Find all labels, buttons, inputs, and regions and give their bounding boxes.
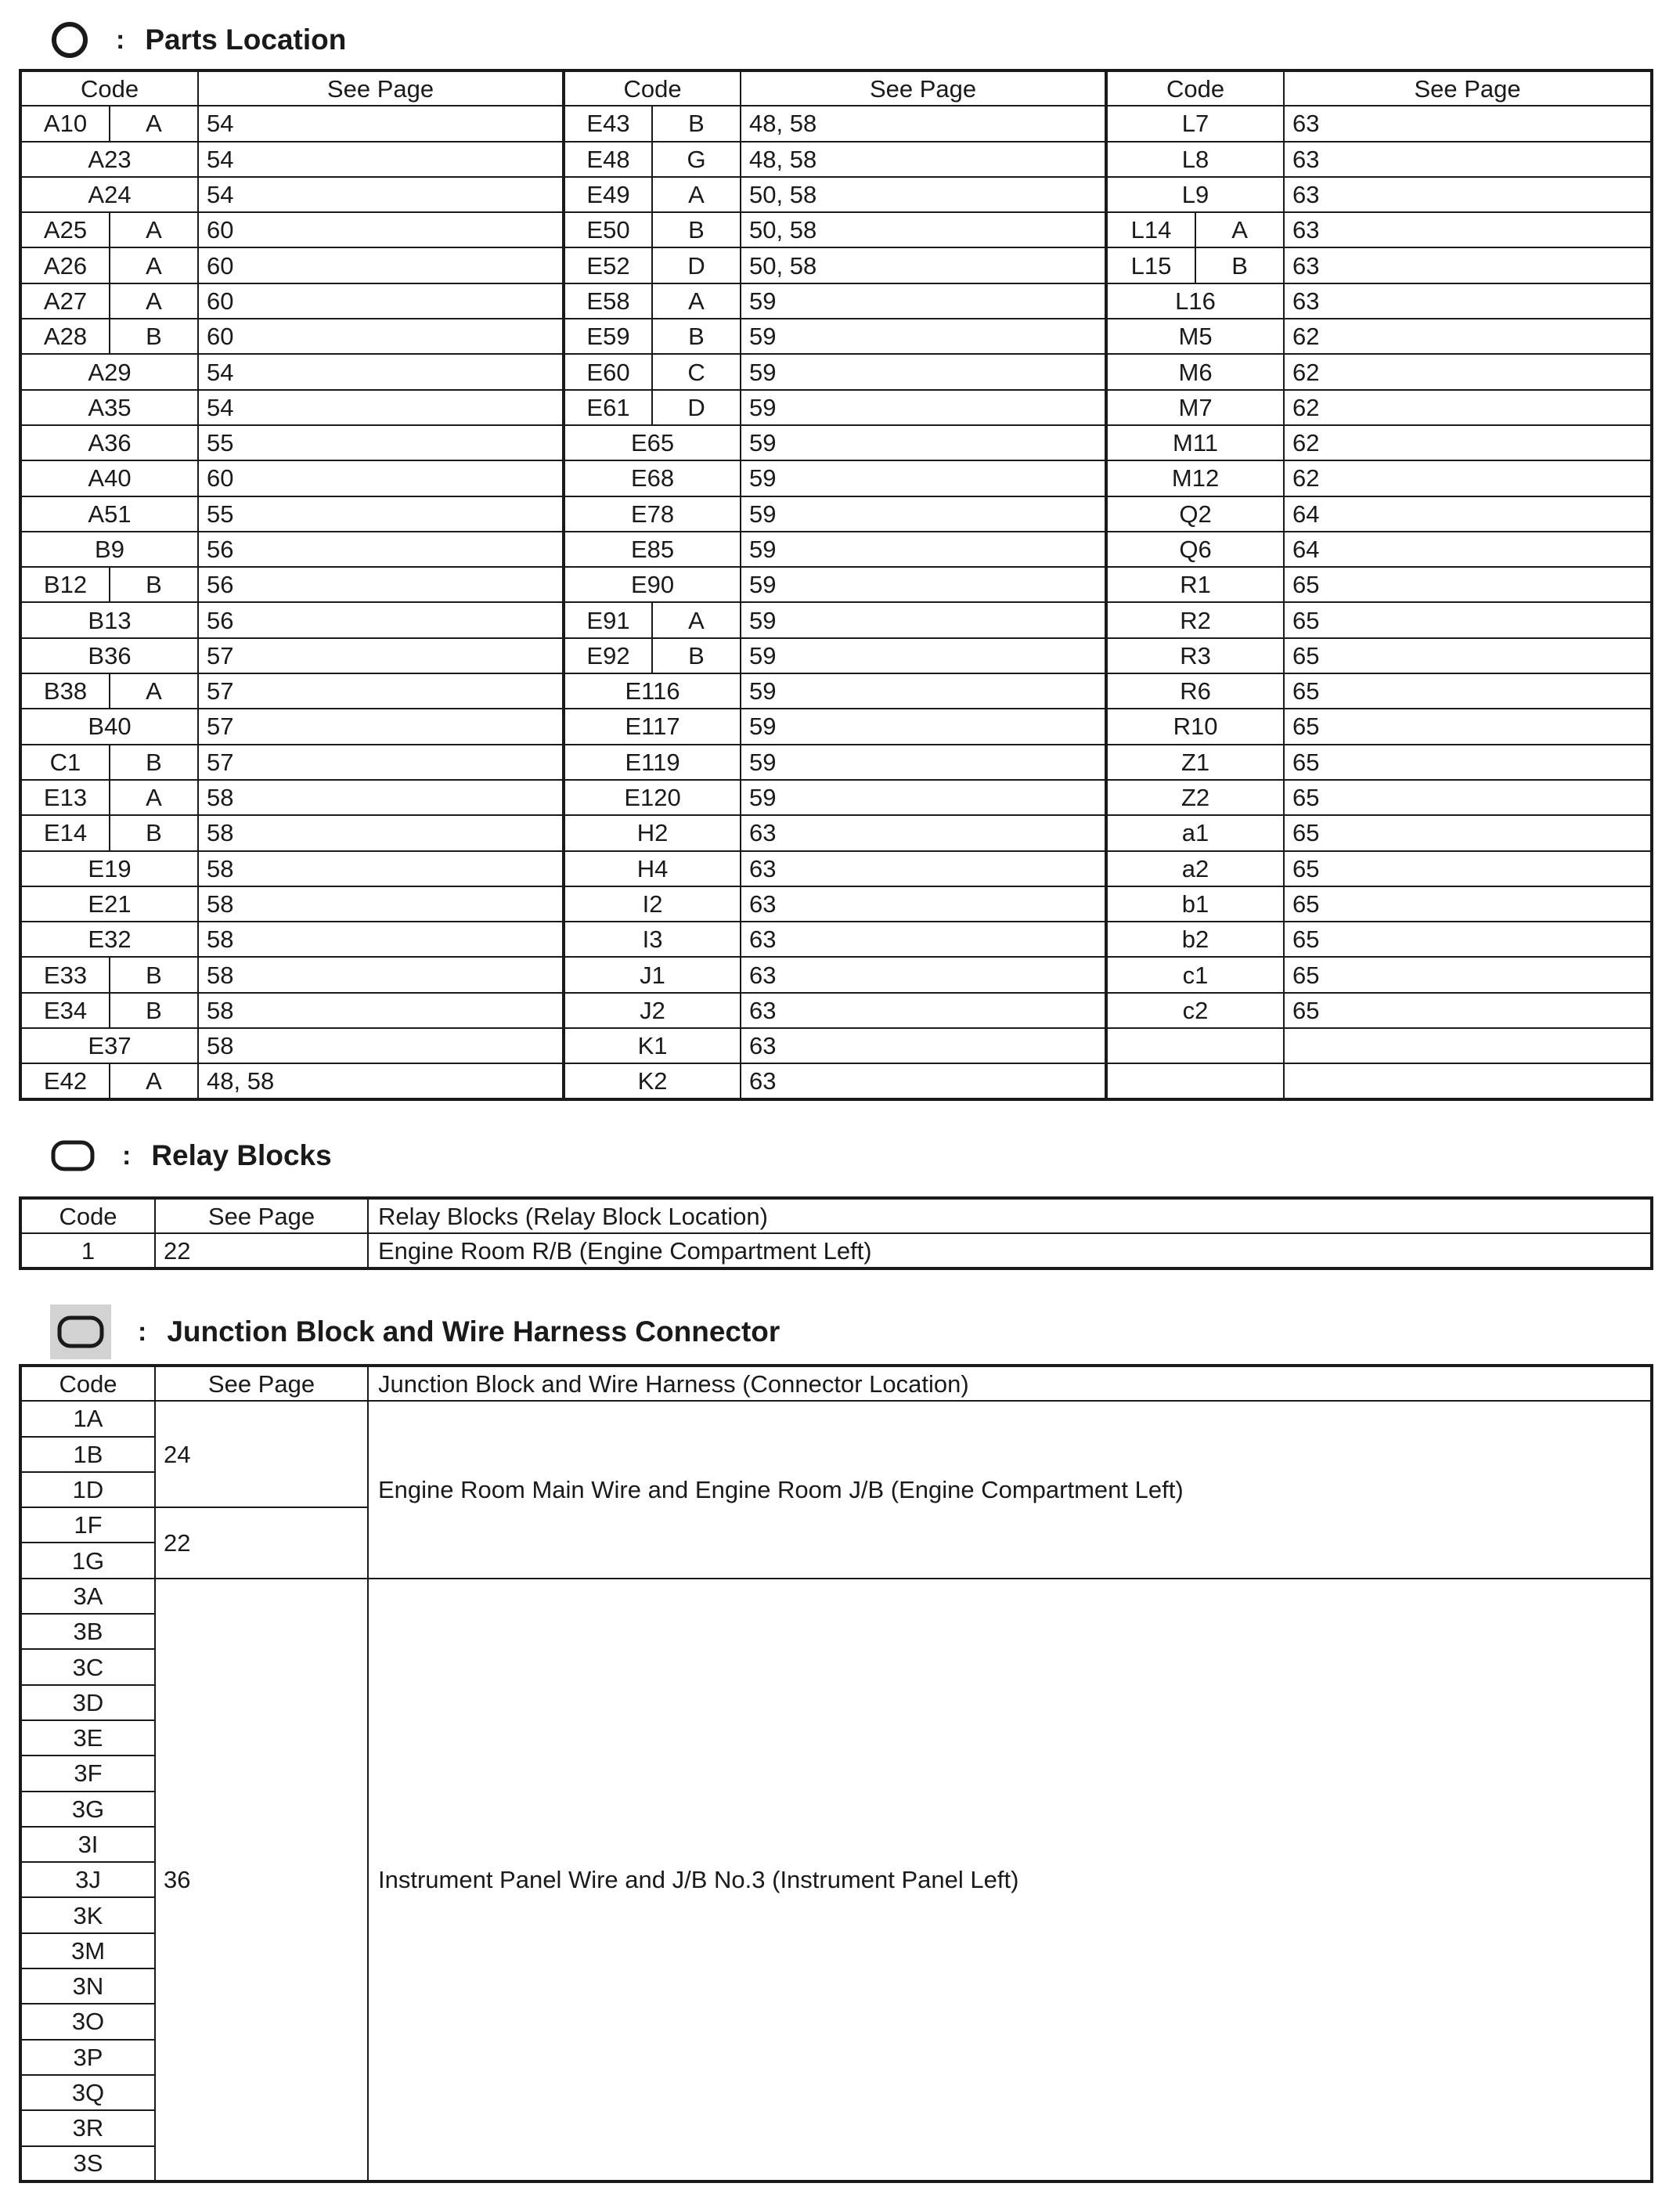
connector-code: 3K: [20, 1897, 155, 1932]
part-see-page: [1284, 1063, 1652, 1099]
part-see-page: 59: [741, 567, 1106, 602]
table-row: [20, 709, 1652, 744]
part-see-page: 56: [198, 532, 564, 567]
part-see-page: 63: [741, 957, 1106, 992]
part-code-variant: C: [652, 354, 741, 389]
code-header: Code: [20, 70, 198, 106]
part-code: E21: [20, 886, 198, 922]
part-see-page: 59: [741, 283, 1106, 319]
connector-code: 3O: [20, 2004, 155, 2039]
part-see-page: 59: [741, 390, 1106, 425]
part-see-page: 65: [1284, 638, 1652, 673]
see-page-header: See Page: [198, 70, 564, 106]
part-code: I3: [564, 922, 741, 957]
table-row: [20, 745, 1652, 780]
part-see-page: 62: [1284, 354, 1652, 389]
part-code: A24: [20, 177, 198, 212]
part-code: L16: [1106, 283, 1284, 319]
part-code: M11: [1106, 425, 1284, 460]
part-code-variant: B: [110, 993, 198, 1028]
part-code: c1: [1106, 957, 1284, 992]
part-code: M5: [1106, 319, 1284, 354]
part-code: E49: [564, 177, 652, 212]
rounded-rect-symbol-icon: [50, 1138, 96, 1173]
part-code: A10: [20, 106, 110, 141]
relay-page: 22: [155, 1233, 368, 1268]
part-code: K1: [564, 1028, 741, 1063]
part-code: B36: [20, 638, 198, 673]
see-page-header: See Page: [155, 1366, 368, 1401]
table-row: [20, 106, 1652, 141]
location-header: Relay Blocks (Relay Block Location): [368, 1198, 1652, 1233]
part-code: B13: [20, 602, 198, 637]
part-code: E43: [564, 106, 652, 141]
part-code: E119: [564, 745, 741, 780]
part-code-variant: A: [652, 283, 741, 319]
part-see-page: 57: [198, 638, 564, 673]
connector-code: 3Q: [20, 2075, 155, 2110]
part-code-variant: D: [652, 390, 741, 425]
code-header: Code: [20, 1366, 155, 1401]
part-code: E120: [564, 780, 741, 815]
part-see-page: 65: [1284, 957, 1652, 992]
part-see-page: 65: [1284, 922, 1652, 957]
part-code-variant: A: [1195, 212, 1284, 247]
part-see-page: 62: [1284, 460, 1652, 496]
part-code-variant: B: [110, 745, 198, 780]
part-code-variant: B: [110, 567, 198, 602]
table-row: [20, 460, 1652, 496]
part-see-page: 59: [741, 638, 1106, 673]
part-code: I2: [564, 886, 741, 922]
part-code: c2: [1106, 993, 1284, 1028]
part-see-page: 63: [741, 851, 1106, 886]
part-code: [1106, 1063, 1284, 1099]
part-see-page: 59: [741, 745, 1106, 780]
part-code-variant: A: [652, 602, 741, 637]
location-header: Junction Block and Wire Harness (Connector Location): [368, 1366, 1652, 1401]
part-see-page: 59: [741, 709, 1106, 744]
table-row: [20, 780, 1652, 815]
part-see-page: 48, 58: [198, 1063, 564, 1099]
part-code: E90: [564, 567, 741, 602]
part-see-page: 57: [198, 745, 564, 780]
part-see-page: 50, 58: [741, 247, 1106, 283]
table-row: [20, 602, 1652, 637]
table-row: [20, 993, 1652, 1028]
part-see-page: 65: [1284, 886, 1652, 922]
part-code-variant: B: [110, 319, 198, 354]
part-code: M6: [1106, 354, 1284, 389]
part-code: E37: [20, 1028, 198, 1063]
junction-block-table: [19, 1364, 1653, 2183]
see-page-header: See Page: [1284, 70, 1652, 106]
part-code: Z2: [1106, 780, 1284, 815]
see-page-header: See Page: [741, 70, 1106, 106]
part-code: A35: [20, 390, 198, 425]
part-code: A28: [20, 319, 110, 354]
part-see-page: 58: [198, 815, 564, 850]
table-row: [20, 247, 1652, 283]
relay-blocks-table: [19, 1196, 1653, 1270]
part-code: Z1: [1106, 745, 1284, 780]
table-row: [20, 390, 1652, 425]
part-see-page: 65: [1284, 602, 1652, 637]
part-code-variant: G: [652, 142, 741, 177]
section-title: Junction Block and Wire Harness Connector: [167, 1315, 780, 1348]
part-see-page: 63: [741, 922, 1106, 957]
table-row: [20, 1028, 1652, 1063]
table-row: [20, 673, 1652, 709]
code-header: Code: [1106, 70, 1284, 106]
connector-location: Instrument Panel Wire and J/B No.3 (Instrument Panel Left): [368, 1579, 1652, 2181]
part-see-page: 50, 58: [741, 212, 1106, 247]
part-see-page: 59: [741, 673, 1106, 709]
table-row: [20, 177, 1652, 212]
part-see-page: 58: [198, 957, 564, 992]
heading-colon: :: [122, 1140, 132, 1171]
part-code: H2: [564, 815, 741, 850]
part-see-page: 65: [1284, 745, 1652, 780]
connector-see-page: 22: [155, 1507, 368, 1579]
connector-code: 3M: [20, 1933, 155, 1968]
part-see-page: 63: [1284, 247, 1652, 283]
part-code: B40: [20, 709, 198, 744]
part-see-page: 54: [198, 177, 564, 212]
part-code-variant: B: [652, 319, 741, 354]
part-code-variant: B: [110, 957, 198, 992]
part-code: E19: [20, 851, 198, 886]
part-code-variant: A: [110, 283, 198, 319]
part-see-page: 59: [741, 780, 1106, 815]
part-code-variant: A: [110, 780, 198, 815]
table-row: [20, 496, 1652, 532]
part-code-variant: B: [652, 106, 741, 141]
part-see-page: 58: [198, 1028, 564, 1063]
part-code: R10: [1106, 709, 1284, 744]
part-see-page: 59: [741, 319, 1106, 354]
connector-code: 1D: [20, 1472, 155, 1507]
part-code: B12: [20, 567, 110, 602]
connector-code: 3A: [20, 1579, 155, 1614]
table-row: [20, 142, 1652, 177]
part-code: A26: [20, 247, 110, 283]
part-code: M7: [1106, 390, 1284, 425]
part-see-page: 63: [741, 993, 1106, 1028]
part-code: E42: [20, 1063, 110, 1099]
part-code: E85: [564, 532, 741, 567]
shaded-rounded-rect-symbol-icon: [50, 1304, 111, 1359]
part-see-page: 54: [198, 106, 564, 141]
table-header-row: [20, 1198, 1652, 1233]
table-row: [20, 922, 1652, 957]
connector-see-page: 24: [155, 1401, 368, 1507]
part-see-page: 57: [198, 709, 564, 744]
part-code-variant: A: [652, 177, 741, 212]
relay-code: 1: [20, 1233, 155, 1268]
part-see-page: 63: [1284, 142, 1652, 177]
heading-colon: :: [116, 24, 125, 55]
table-row: [20, 815, 1652, 850]
table-row: [20, 886, 1652, 922]
see-page-header: See Page: [155, 1198, 368, 1233]
part-see-page: 57: [198, 673, 564, 709]
part-code: J2: [564, 993, 741, 1028]
part-see-page: 54: [198, 390, 564, 425]
table-row: [20, 957, 1652, 992]
parts-location-heading: [50, 20, 346, 60]
part-see-page: 59: [741, 496, 1106, 532]
table-row: [20, 1579, 1652, 1614]
connector-see-page: 36: [155, 1579, 368, 2181]
part-see-page: 63: [741, 815, 1106, 850]
part-see-page: 63: [741, 1063, 1106, 1099]
part-code: M12: [1106, 460, 1284, 496]
table-row: [20, 567, 1652, 602]
part-see-page: 65: [1284, 567, 1652, 602]
circle-symbol-icon: [50, 20, 89, 60]
part-see-page: 65: [1284, 993, 1652, 1028]
part-code: E59: [564, 319, 652, 354]
part-code: A25: [20, 212, 110, 247]
part-code: A51: [20, 496, 198, 532]
table-header-row: [20, 1366, 1652, 1401]
table-row: [20, 212, 1652, 247]
part-code-variant: A: [110, 673, 198, 709]
part-code: J1: [564, 957, 741, 992]
connector-code: 3N: [20, 1968, 155, 2004]
table-row: [20, 1233, 1652, 1268]
connector-code: 3P: [20, 2040, 155, 2075]
part-code: R3: [1106, 638, 1284, 673]
heading-colon: :: [138, 1316, 147, 1347]
part-code: A27: [20, 283, 110, 319]
part-see-page: 60: [198, 247, 564, 283]
part-see-page: 60: [198, 283, 564, 319]
part-see-page: 58: [198, 922, 564, 957]
part-see-page: 65: [1284, 851, 1652, 886]
part-see-page: 63: [1284, 106, 1652, 141]
part-see-page: 63: [1284, 212, 1652, 247]
code-header: Code: [20, 1198, 155, 1233]
part-see-page: 60: [198, 212, 564, 247]
part-code: E33: [20, 957, 110, 992]
part-see-page: 59: [741, 532, 1106, 567]
part-see-page: 60: [198, 319, 564, 354]
junction-block-heading: [50, 1304, 780, 1359]
part-code: Q2: [1106, 496, 1284, 532]
part-code-variant: B: [652, 638, 741, 673]
part-see-page: 58: [198, 886, 564, 922]
part-see-page: 50, 58: [741, 177, 1106, 212]
part-see-page: 59: [741, 460, 1106, 496]
part-code: E60: [564, 354, 652, 389]
part-see-page: 59: [741, 425, 1106, 460]
part-see-page: 56: [198, 602, 564, 637]
part-code: A36: [20, 425, 198, 460]
part-code: E65: [564, 425, 741, 460]
part-code: A40: [20, 460, 198, 496]
part-code: E91: [564, 602, 652, 637]
part-see-page: [1284, 1028, 1652, 1063]
part-code: H4: [564, 851, 741, 886]
connector-code: 3F: [20, 1756, 155, 1791]
part-see-page: 62: [1284, 425, 1652, 460]
part-code: B9: [20, 532, 198, 567]
part-code: E92: [564, 638, 652, 673]
part-code: E48: [564, 142, 652, 177]
part-code: E13: [20, 780, 110, 815]
connector-code: 3C: [20, 1649, 155, 1684]
part-see-page: 65: [1284, 673, 1652, 709]
part-see-page: 55: [198, 425, 564, 460]
part-see-page: 63: [1284, 177, 1652, 212]
connector-code: 1A: [20, 1401, 155, 1436]
part-code: K2: [564, 1063, 741, 1099]
part-code-variant: A: [110, 247, 198, 283]
section-title: Relay Blocks: [151, 1139, 332, 1171]
part-see-page: 58: [198, 993, 564, 1028]
part-code: E50: [564, 212, 652, 247]
part-see-page: 64: [1284, 496, 1652, 532]
table-row: [20, 319, 1652, 354]
table-header-row: [20, 70, 1652, 106]
part-see-page: 56: [198, 567, 564, 602]
part-code: L14: [1106, 212, 1195, 247]
table-row: [20, 1063, 1652, 1099]
part-code: E34: [20, 993, 110, 1028]
part-see-page: 48, 58: [741, 106, 1106, 141]
parts-location-table: [19, 69, 1653, 1101]
part-code-variant: B: [1195, 247, 1284, 283]
part-code: E14: [20, 815, 110, 850]
part-code: E78: [564, 496, 741, 532]
part-code: A23: [20, 142, 198, 177]
part-code: b1: [1106, 886, 1284, 922]
connector-location: Engine Room Main Wire and Engine Room J/B (Engine Compartment Left): [368, 1401, 1652, 1578]
connector-code: 1G: [20, 1543, 155, 1578]
part-code: [1106, 1028, 1284, 1063]
part-see-page: 62: [1284, 319, 1652, 354]
part-see-page: 60: [198, 460, 564, 496]
connector-code: 3J: [20, 1862, 155, 1897]
part-code: R6: [1106, 673, 1284, 709]
part-code: L8: [1106, 142, 1284, 177]
part-code: E58: [564, 283, 652, 319]
part-code: L9: [1106, 177, 1284, 212]
connector-code: 1B: [20, 1437, 155, 1472]
part-code: E116: [564, 673, 741, 709]
part-code: C1: [20, 745, 110, 780]
part-code: L15: [1106, 247, 1195, 283]
part-code: E68: [564, 460, 741, 496]
part-code: Q6: [1106, 532, 1284, 567]
table-row: [20, 638, 1652, 673]
part-see-page: 59: [741, 354, 1106, 389]
part-code: L7: [1106, 106, 1284, 141]
relay-description: Engine Room R/B (Engine Compartment Left): [368, 1233, 1652, 1268]
connector-code: 3D: [20, 1685, 155, 1720]
part-code: b2: [1106, 922, 1284, 957]
part-code-variant: B: [652, 212, 741, 247]
section-title: Parts Location: [145, 23, 347, 56]
part-see-page: 65: [1284, 815, 1652, 850]
part-see-page: 59: [741, 602, 1106, 637]
part-code: E117: [564, 709, 741, 744]
part-code: E32: [20, 922, 198, 957]
part-see-page: 65: [1284, 709, 1652, 744]
part-code: E61: [564, 390, 652, 425]
part-see-page: 54: [198, 142, 564, 177]
part-see-page: 64: [1284, 532, 1652, 567]
part-code-variant: B: [110, 815, 198, 850]
part-see-page: 54: [198, 354, 564, 389]
part-code: R1: [1106, 567, 1284, 602]
part-code-variant: A: [110, 1063, 198, 1099]
connector-code: 3G: [20, 1792, 155, 1827]
table-row: [20, 1401, 1652, 1436]
part-code-variant: A: [110, 106, 198, 141]
table-row: [20, 354, 1652, 389]
table-row: [20, 425, 1652, 460]
part-code-variant: D: [652, 247, 741, 283]
code-header: Code: [564, 70, 741, 106]
table-row: [20, 532, 1652, 567]
part-code: R2: [1106, 602, 1284, 637]
part-code: a2: [1106, 851, 1284, 886]
connector-code: 1F: [20, 1507, 155, 1543]
table-row: [20, 851, 1652, 886]
relay-blocks-heading: [50, 1138, 332, 1173]
part-see-page: 58: [198, 851, 564, 886]
part-see-page: 48, 58: [741, 142, 1106, 177]
part-see-page: 63: [741, 886, 1106, 922]
connector-code: 3S: [20, 2146, 155, 2181]
part-code: A29: [20, 354, 198, 389]
connector-code: 3B: [20, 1614, 155, 1649]
connector-code: 3R: [20, 2110, 155, 2145]
part-code: B38: [20, 673, 110, 709]
part-code: E52: [564, 247, 652, 283]
part-see-page: 65: [1284, 780, 1652, 815]
part-code-variant: A: [110, 212, 198, 247]
connector-code: 3I: [20, 1827, 155, 1862]
part-see-page: 63: [741, 1028, 1106, 1063]
part-see-page: 55: [198, 496, 564, 532]
connector-code: 3E: [20, 1720, 155, 1756]
part-see-page: 63: [1284, 283, 1652, 319]
part-see-page: 62: [1284, 390, 1652, 425]
part-code: a1: [1106, 815, 1284, 850]
part-see-page: 58: [198, 780, 564, 815]
table-row: [20, 283, 1652, 319]
